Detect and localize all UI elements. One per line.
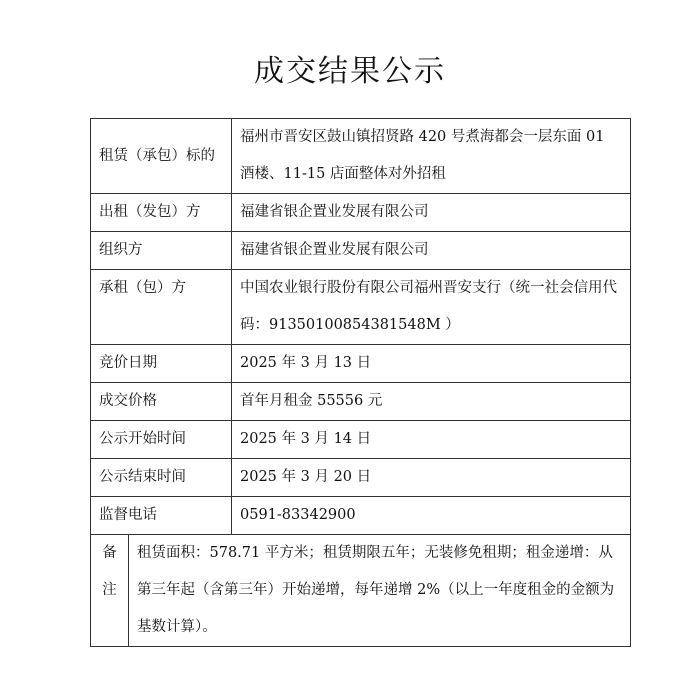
table-row	[91, 383, 631, 421]
table-row	[91, 421, 631, 459]
lessee-value: 中国农业银行股份有限公司福州晋安支行（统一社会信用代码：91350100854381548M ）	[232, 270, 631, 345]
deal-price-label: 成交价格	[91, 383, 232, 421]
deal-price-value: 首年月租金 55556 元	[232, 383, 631, 421]
remarks-row	[91, 535, 631, 647]
notice-start-value: 2025 年 3 月 14 日	[232, 421, 631, 459]
hotline-value: 0591-83342900	[232, 497, 631, 535]
remarks-text: 租赁面积：578.71 平方米；租赁期限五年；无装修免租期；租金递增：从第三年起（含第三年）开始递增，每年递增 2%（以上一年度租金的金额为基数计算）。	[129, 535, 631, 647]
lessor-value: 福建省银企置业发展有限公司	[232, 194, 631, 232]
table-row	[91, 194, 631, 232]
bid-date-label: 竞价日期	[91, 345, 232, 383]
table-row	[91, 270, 631, 345]
lessor-label: 出租（发包）方	[91, 194, 232, 232]
subject-value: 福州市晋安区鼓山镇招贤路 420 号煮海都会一层东面 01 酒楼、11-15 店面整体对外招租	[232, 119, 631, 194]
lessee-label: 承租（包）方	[91, 270, 232, 345]
table-row	[91, 345, 631, 383]
remarks-label-char-2: 注	[102, 582, 117, 598]
table-row	[91, 459, 631, 497]
notice-end-label: 公示结束时间	[91, 459, 232, 497]
table-row	[91, 119, 631, 194]
notice-end-value: 2025 年 3 月 20 日	[232, 459, 631, 497]
table-row	[91, 497, 631, 535]
page-title: 成交结果公示	[254, 54, 446, 89]
bid-date-value: 2025 年 3 月 13 日	[232, 345, 631, 383]
result-table	[90, 118, 631, 647]
organizer-label: 组织方	[91, 232, 232, 270]
remarks-label	[91, 535, 129, 647]
organizer-value: 福建省银企置业发展有限公司	[232, 232, 631, 270]
hotline-label: 监督电话	[91, 497, 232, 535]
subject-label: 租赁（承包）标的	[91, 119, 232, 194]
remarks-label-char-1: 备	[102, 545, 117, 561]
table-row	[91, 232, 631, 270]
notice-start-label: 公示开始时间	[91, 421, 232, 459]
